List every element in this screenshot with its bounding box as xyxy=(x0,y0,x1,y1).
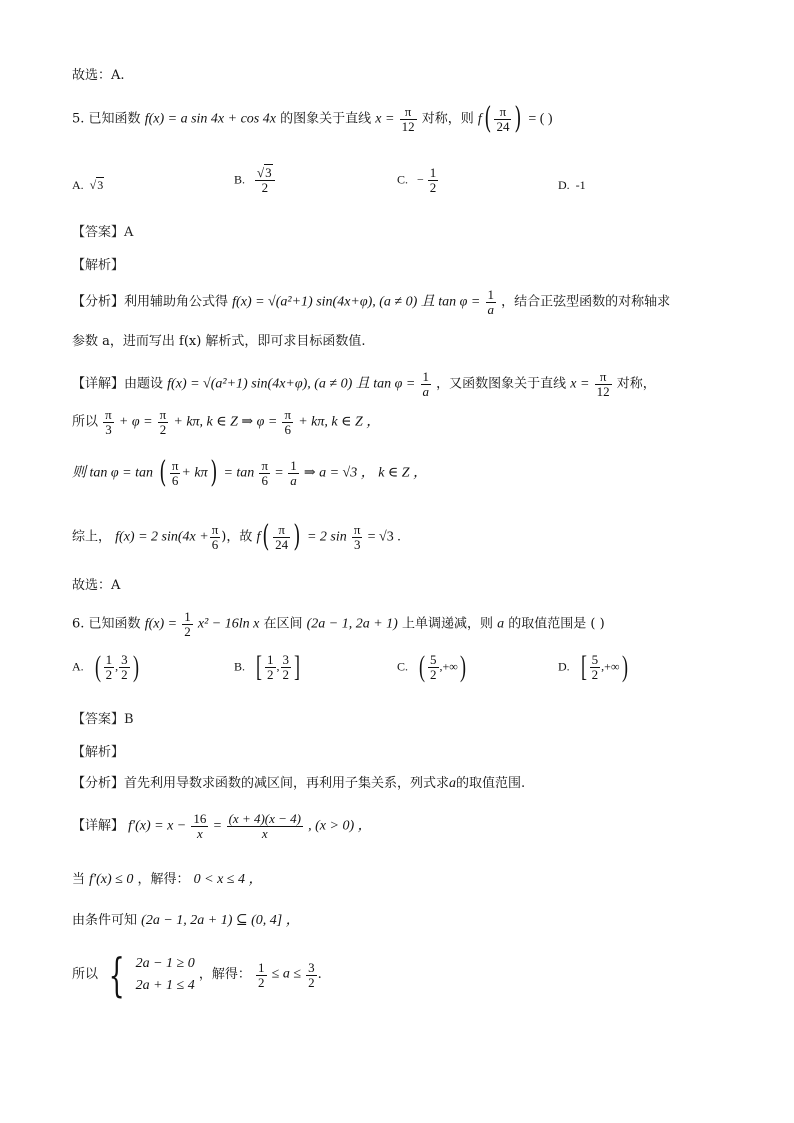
q5-frac-pi-24: $\frac{\pi}{24}$ xyxy=(496,103,510,134)
q5-detail-line3: 则 tan φ = tan ( $\frac{\pi}{6}$ + kπ) = tan $\frac{\pi}{6}$ = $\frac{1}{a}$ ⇒ a = √3 ， k ∈ Z ， xyxy=(72,455,428,490)
q5-detail-line2: 所以 $\frac{\pi}{3}$ + φ = $\frac{\pi}{2}$ + kπ, k ∈ Z ⇒ φ = $\frac{\pi}{6}$ + kπ, k ∈ Z ， xyxy=(72,407,381,437)
q6-option-a: A. ( $\frac{1}{2}$ , $\frac{3}{2}$ ) xyxy=(72,650,139,683)
q5-analysis-tag: 【解析】 xyxy=(72,258,125,273)
q5-answer: 【答案】A xyxy=(72,225,134,240)
q5-analysis-line1: 【分析】利用辅助角公式得 f(x) = √(a²+1) sin(4x+φ), (a ≠ 0) 且 tan φ = $\frac{1}{a}$ ，结合正弦型函数的对称轴求 xyxy=(72,287,671,317)
q5-stem-post: 对称，则 xyxy=(421,111,474,127)
q5-stem: 5. 已知函数 f(x) = a sin 4x + cos 4x 的图象关于直线 x = $\frac{\pi}{12}$ 对称，则 f( $\frac{\pi}{24}$ ) = ( ) xyxy=(72,101,553,136)
q5-stem-end: = ( ) xyxy=(528,111,553,127)
q6-option-c: C. ( $\frac{5}{2}$ ,+∞) xyxy=(397,650,466,683)
q6-detail-line1: 【详解】 f′(x) = x − $\frac{16}{x}$ = $\frac{(x + 4)(x - 4)}{x}$ , (x > 0) ， xyxy=(72,811,372,841)
q5-analysis-line2: 参数 a，进而写出 f(x) 解析式，即可求目标函数值. xyxy=(72,334,366,349)
q6-analysis-tag: 【解析】 xyxy=(72,745,125,760)
q6-detail-line3: 由条件可知 (2a − 1, 2a + 1) ⊆ (0, 4] ， xyxy=(72,913,300,928)
q6-analysis-line: 【分析】首先利用导数求函数的减区间，再利用子集关系，列式求a的取值范围. xyxy=(72,776,526,791)
q5-option-a: A. √3 xyxy=(72,178,104,192)
q5-stem-mid: 的图象关于直线 xyxy=(280,111,372,127)
q5-number: 5. xyxy=(72,111,85,127)
q5-option-b: B. $\frac{√3}{2}$ xyxy=(234,166,276,194)
q6-detail-line4: 所以 { 2a − 1 ≥ 0 2a + 1 ≤ 4 ，解得： $\frac{1}{2}$ ≤ a ≤ $\frac{3}{2}$ . xyxy=(72,948,322,1002)
q5-stem-line: x = xyxy=(375,111,395,127)
q5-option-d: D. -1 xyxy=(558,178,586,192)
q6-option-b: B. [ $\frac{1}{2}$ , $\frac{3}{2}$ ] xyxy=(234,650,301,683)
q5-chose: 故选：A xyxy=(72,578,121,593)
q6-answer: 【答案】B xyxy=(72,712,134,727)
q5-option-c: C. − $\frac{1}{2}$ xyxy=(397,165,437,195)
q5-stem-func: f(x) = a sin 4x + cos 4x xyxy=(144,111,276,127)
intro-choice: 故选：A. xyxy=(72,68,125,83)
q5-stem-pre: 已知函数 xyxy=(88,111,141,127)
q6-stem: 6. 已知函数 f(x) = $\frac{1}{2}$ x² − 16ln x 在区间 (2a − 1, 2a + 1) 上单调递减，则 a 的取值范围是 ( ) xyxy=(72,609,605,639)
q6-system: 2a − 1 ≥ 0 2a + 1 ≤ 4 xyxy=(135,956,195,993)
q5-frac-pi-12: $\frac{\pi}{12}$ xyxy=(401,103,415,134)
q5-detail-line1: 【详解】由题设 f(x) = √(a²+1) sin(4x+φ), (a ≠ 0) 且 tan φ = $\frac{1}{a}$ ，又函数图象关于直线 x = $\frac{\pi}{12}$ 对称， xyxy=(72,369,656,399)
q6-detail-line2: 当 f′(x) ≤ 0 ，解得： 0 < x ≤ 4 ， xyxy=(72,872,263,887)
q5-detail-line4: 综上， f(x) = 2 sin(4x + $\frac{\pi}{6}$ )，故 f( $\frac{\pi}{24}$ ) = 2 sin $\frac{\pi}{3}$ = √3 . xyxy=(72,519,401,554)
q6-option-d: D. [ $\frac{5}{2}$ ,+∞) xyxy=(558,650,628,683)
